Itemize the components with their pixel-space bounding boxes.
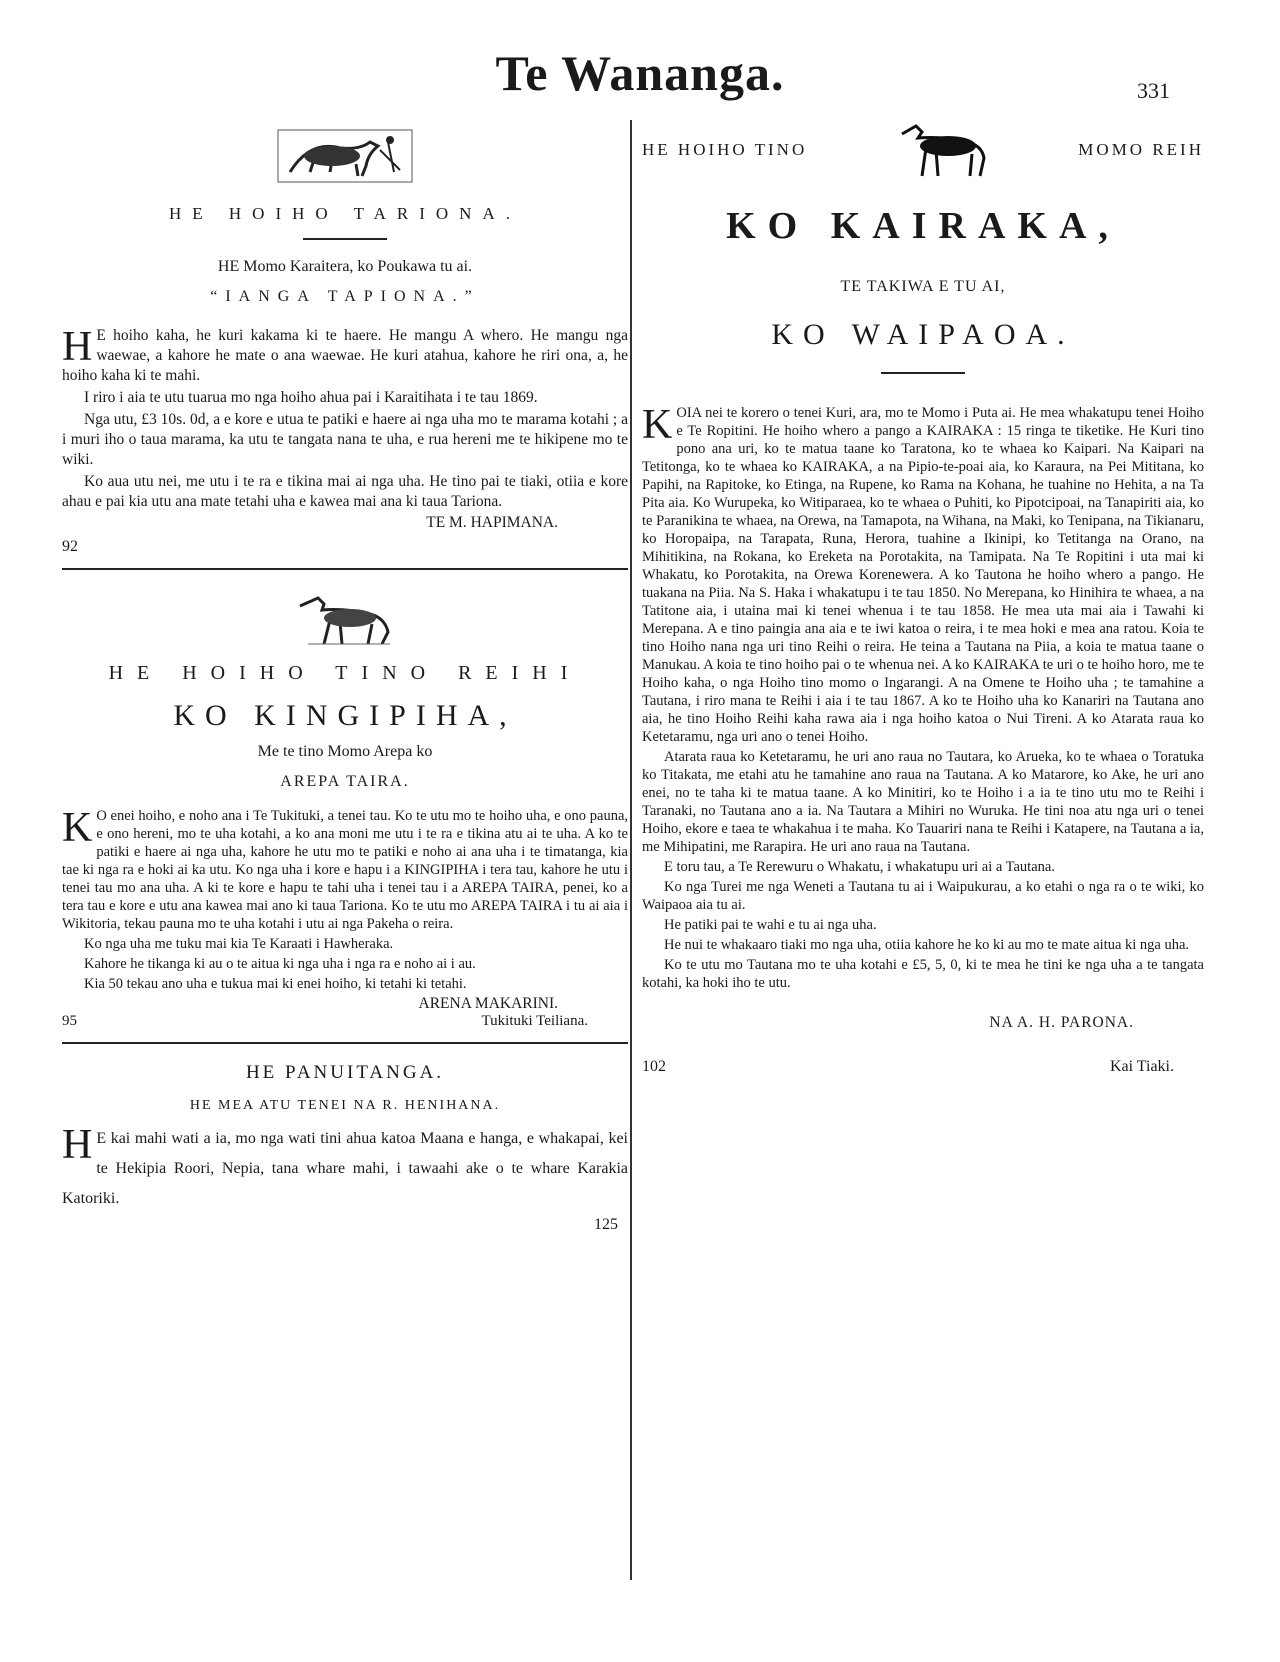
header-right-text: MOMO REIH bbox=[1078, 140, 1204, 159]
ad-quote: “IANGA TAPIONA.” bbox=[210, 288, 480, 305]
stand-label: TE TAKIWA E TU AI, bbox=[840, 278, 1006, 295]
ad-location: Tukituki Teiliana. bbox=[481, 1013, 588, 1029]
ad-paragraph: HE hoiho kaha, he kuri kakama ki te haere. He mangu A whero. He mangu nga waewae, a kahore he mate o ana waewae. He kuri atahua, kahore he riri ona, a, he hoiho kaha ki te mahi. bbox=[62, 324, 628, 384]
ad-heading: HE HOIHO TINO REIHI bbox=[108, 662, 582, 684]
divider bbox=[62, 1042, 628, 1044]
ad-paragraph: HE kai mahi wati a ia, mo nga wati tini ahua katoa Maana e hanga, e whakapai, kei te Hekipia Roori, Nepia, tana whare mahi, i tawaahi ake o te whare Karakia Katoriki. bbox=[62, 1122, 628, 1207]
ad-number: 92 bbox=[62, 538, 78, 555]
ad-paragraph: He patiki pai te wahi e tu ai nga uha. bbox=[664, 917, 877, 933]
ad-paragraph: Kia 50 tekau ano uha e tukua mai ki enei hoiho, ki tetahi ki tetahi. bbox=[84, 976, 467, 992]
ad-header bbox=[642, 120, 1204, 180]
ad-paragraph: He nui te whakaaro tiaki mo nga uha, otiia kahore he ko ki au mo te mate aitua ki nga uha. bbox=[664, 937, 1190, 953]
ad-subtitle: HE Momo Karaitera, ko Poukawa tu ai. bbox=[217, 258, 473, 275]
ad-paragraph: KO enei hoiho, e noho ana i Te Tukituki, a tenei tau. Ko te utu mo te hoiho uha, e ono pauna, e ono hereni, mo te uha kotahi, a ko ana moni me utu i te ra e tikina atu ai te uha. A ko te patiki e haere ai nga uha, kahore he utu mo te patiki e noho ai ana uha i te timatanga, kia tae ki nga ra e hoki ai ka utu. Ko nga uha i kore e hapu i a KINGIPIHA i tera tau, kahore he utu i tenei tau mo ana uha. A ki te kore e hapu te tahi uha i tenei tau i a AREPA TAIRA, penei, ko a tera tau e kore e utu ana kawea mai ano ki taua Tariona. Ko te utu mo AREPA TAIRA i tu ai aia i Wikitoria, tekau pauna mo te uha kotahi i utu ai nga Pakeha o reira. bbox=[62, 805, 628, 932]
divider bbox=[303, 238, 387, 240]
left-column bbox=[62, 120, 628, 1234]
ad-paragraph: Atarata raua ko Ketetaramu, he uri ano raua no Tautara, ko Arueka, ko te whaea o Toratuka ko Titakata, me etahi atu he tamahine ano raua na Tautana. A ko Matarore, ko Ake, he uri ano enei, no te taha ki te matua taane. A ko Minitiri, ko te Hoiho i a ia te tino utu mo te Reihi i Taranaki, no Tautana ano a ia. Na Tautara a Mihiri no Wuruka. He tini noa atu nga uri o tenei Hoiho, ekore e taea te whakahua i te maha. Ko Tauariri nana te Reihi i Katapere, na Tautana a ia, me Mihipatini, me Rarapira. He uri ano raua na Tautana. bbox=[642, 749, 1204, 855]
ad-signature: ARENA MAKARINI. bbox=[418, 995, 558, 1012]
ad-signature: NA A. H. PARONA. bbox=[989, 1014, 1134, 1031]
signer-title: Kai Tiaki. bbox=[1109, 1058, 1174, 1075]
page-number: 331 bbox=[1137, 78, 1170, 103]
ad-paragraph: Nga utu, £3 10s. 0d, a e kore e utua te patiki e haere ai nga uha mo te marama kotahi ; a i muri iho o taua marama, ka utu te tangata nana te uha, e rua hereni me te hikipene mo te wiki. bbox=[62, 411, 628, 468]
ad-paragraph: E toru tau, a Te Rerewuru o Whakatu, i whakatupu uri ai a Tautana. bbox=[664, 859, 1055, 875]
place-name: KO WAIPAOA. bbox=[771, 318, 1075, 351]
right-column bbox=[642, 120, 1204, 1076]
divider bbox=[62, 568, 628, 570]
divider bbox=[881, 372, 965, 374]
sire-name: AREPA TAIRA. bbox=[280, 773, 410, 790]
ad-paragraph: Kahore he tikanga ki au o te aitua ki nga uha i nga ra e noho ai i au. bbox=[84, 956, 476, 972]
racehorse-illustration bbox=[62, 588, 628, 648]
ad-paragraph: Ko nga Turei me nga Weneti a Tautana tu ai i Waipukurau, a ko etahi o nga ra o te wiki, ko Waipaoa aia tu ai. bbox=[642, 879, 1204, 913]
horse-name: KO KINGIPIHA, bbox=[173, 699, 517, 732]
ad-signature: TE M. HAPIMANA. bbox=[426, 514, 558, 531]
ad-heading: HE PANUITANGA. bbox=[245, 1062, 445, 1083]
ad-paragraph: KOIA nei te korero o tenei Kuri, ara, mo te Momo i Puta ai. He mea whakatupu tenei Hoiho e Te Ropitini. He hoiho whero a pango a KAIRAKA : 15 ringa te tiketike. He Kuri tino pono ana uri, ko te matua taane ko Taratona, ko te whaea ko Kaipari. Na Kaipari na Tetitonga, ko te whaea ko KAIRAKA, a na Pipio-te-poai aia, ko Karaura, na Pei Mititana, ko Papihi, na Rapitoke, ko Etinga, na Rupene, ko Rama na Kohana, he tuahine no Hehita, a na Ta Pita aia. Ko Wurupeka, ko Witiparaea, ko te whaea o Puhiti, ko Pipotcipoai, na Tanapiriti aia, ko te Paranikina te whaea, na Orewa, na Tamapota, na Wihana, na Maki, ko Tenipana, na Tikianaru, ko Horopaipa, na Tarapata, Runa, Herora, tuahine a Ikinipi, ko Tetitanga na Orano, na Mihitikina, na Rokana, ko Ereketa na Porotakita, na Tamipata. Na Te Ropitini i uta mai ki Whakatu, ko Porotakita, na Orewa Korenewera. A ko Tautona he hoiho whero a pango. He tuakana na Piia. Na S. Haka i whakatupu i te tau 1850. No Merepana, ko Hinihira te whaea, a na Tatitone aia, i utaina mai ki tenei whenua i te tau 1858. He mea uta mai aia i Tawahi ki Merepana. A e tino paingia ana aia e te iwi katoa o reira, i te mea hoki e mea ana ratou. Koia te tino Hoiho nana nga uri tino Reihi o reira. He teina a Tautana na Piia, a koia te matua taane o Manukau. A koia te tino hoiho pai o te whenua nei. A ko KAIRAKA te uri o te hoiho horo, me te Hoiho kaha, o nga Hoiho tino momo o Ingarangi. A na Omene te Hoiho uha ; te tamahine a Tautana, i riro mana te Reihi i aia i te tau 1867. A ko te Hoiho uha ko Kanariri na Tautana ano aia, he tino Hoiho Reihi kaha rawa aia i nga hoiho katoa o Nui Tireni. A ko Atarata raua ko Ketetaramu, nga uri ano o tenei Hoiho. bbox=[642, 402, 1204, 745]
ad-number: 125 bbox=[594, 1216, 618, 1233]
horse-icon bbox=[888, 120, 998, 180]
column-divider bbox=[630, 120, 632, 1580]
ad-heading: HE HOIHO TARIONA. bbox=[168, 204, 521, 223]
ad-subtitle: Me te tino Momo Arepa ko bbox=[257, 743, 433, 760]
header-left-text: HE HOIHO TINO bbox=[642, 140, 808, 159]
horse-name: KO KAIRAKA, bbox=[726, 205, 1120, 247]
ad-paragraph: Ko aua utu nei, me utu i te ra e tikina mai ai nga uha. He tino pai te tiaki, otiia e kore ahau e pai kia utu ana mate tetahi uha e kawea mai ana ki taua Tariona. bbox=[62, 473, 628, 510]
ad-paragraph: Ko te utu mo Tautana mo te uha kotahi e £5, 5, 0, ki te mea he tini ke nga uha a te tangata kotahi, ka hoki iho te utu. bbox=[642, 957, 1204, 991]
ad-paragraph: I riro i aia te utu tuarua mo nga hoiho ahua pai i Karaitihata i te tau 1869. bbox=[84, 389, 538, 406]
ad-paragraph: Ko nga uha me tuku mai kia Te Karaati i Hawheraka. bbox=[84, 936, 394, 952]
ad-number: 95 bbox=[62, 1013, 77, 1029]
ad-number: 102 bbox=[642, 1058, 666, 1075]
masthead: Te Wananga. bbox=[495, 45, 785, 101]
ad-subtitle: HE MEA ATU TENEI NA R. HENIHANA. bbox=[189, 1098, 501, 1113]
ploughing-horse-illustration bbox=[62, 120, 628, 190]
